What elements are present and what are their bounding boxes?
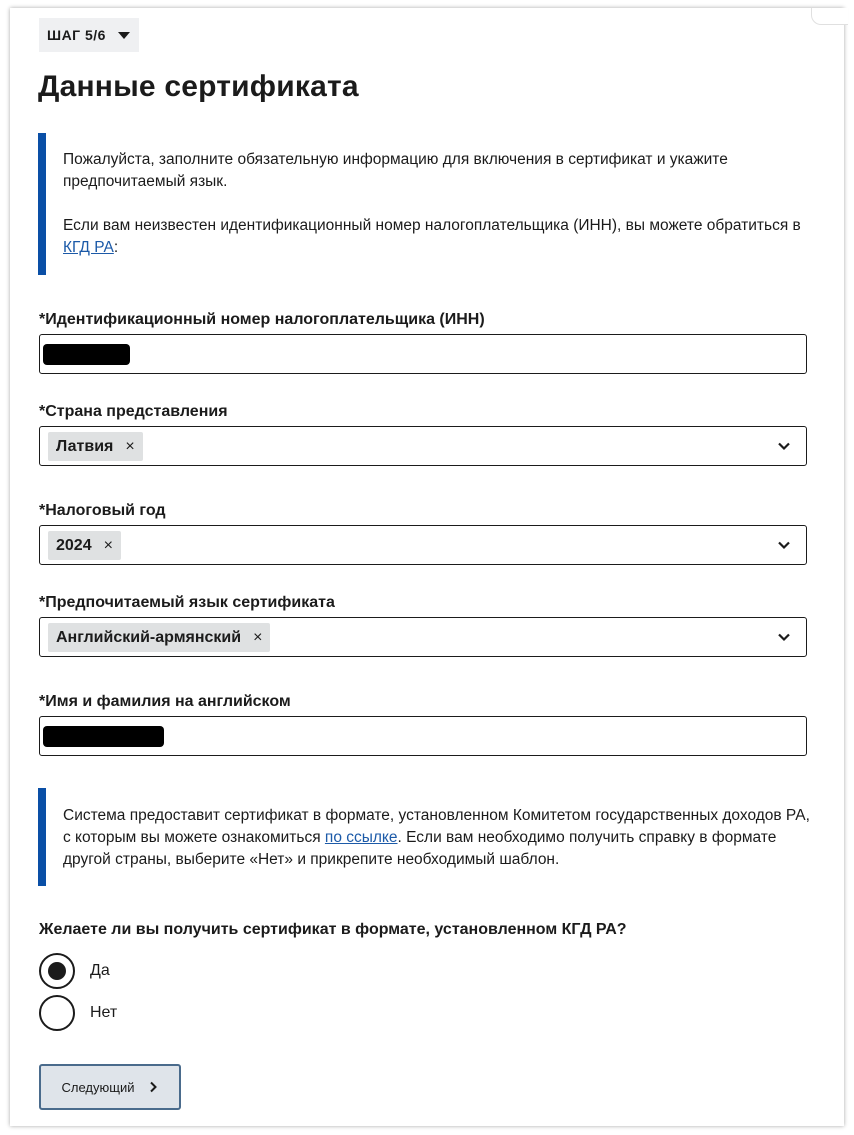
radio-button-yes[interactable] (39, 953, 75, 989)
chevron-down-icon[interactable] (777, 538, 791, 552)
redacted-value (43, 726, 164, 747)
format-question: Желаете ли вы получить сертификат в формате, установленном КГД РА? (39, 921, 627, 938)
chip-label: Английский-армянский (56, 628, 242, 646)
chip-remove-icon[interactable]: × (103, 536, 113, 554)
next-button[interactable] (39, 1064, 181, 1110)
tax-year-chip (48, 531, 121, 560)
next-button-label: Следующий (61, 1079, 135, 1095)
info-notice (38, 788, 828, 886)
intro-paragraph-1: Пожалуйста, заполните обязательную информацию для включения в сертификат и укажите предпочитаемый язык. (63, 151, 728, 190)
chip-remove-icon[interactable]: × (125, 437, 135, 455)
name-input[interactable] (39, 716, 807, 756)
step-indicator[interactable] (39, 18, 139, 52)
inn-label: *Идентификационный номер налогоплательщика (ИНН) (39, 311, 485, 328)
chip-remove-icon[interactable]: × (253, 628, 263, 646)
country-chip (48, 432, 143, 461)
chip-label: Латвия (56, 437, 114, 455)
language-label: *Предпочитаемый язык сертификата (39, 594, 335, 611)
name-label: *Имя и фамилия на английском (39, 693, 291, 710)
info-paragraph: Система предоставит сертификат в формате, установленном Комитетом государственных доходов РА, с которым вы можете ознакомиться по ссылке. Если вам необходимо получить справку в формате другой страны, выберите «Нет» и прикрепите необходимый шаблон. (63, 807, 810, 868)
kgd-link[interactable]: КГД РА (63, 239, 114, 256)
country-select[interactable] (39, 426, 807, 466)
intro-notice (38, 133, 817, 275)
radio-button-no[interactable] (39, 995, 75, 1031)
language-select[interactable] (39, 617, 807, 657)
caret-down-icon (118, 32, 130, 39)
chevron-down-icon[interactable] (777, 630, 791, 644)
radio-option-no[interactable] (39, 995, 117, 1031)
tax-year-select[interactable] (39, 525, 807, 565)
page-frame (10, 8, 844, 1126)
radio-selected-dot (48, 962, 66, 980)
format-link[interactable]: по ссылке (324, 829, 398, 846)
intro-paragraph-2: Если вам неизвестен идентификационный номер налогоплательщика (ИНН), вы можете обратиться в КГД РА: (63, 217, 801, 256)
country-label: *Страна представления (39, 403, 228, 420)
redacted-value (43, 344, 130, 365)
step-label: ШАГ 5/6 (47, 27, 106, 43)
radio-option-yes[interactable] (39, 953, 110, 989)
radio-label-yes: Да (90, 962, 110, 979)
tax-year-label: *Налоговый год (39, 502, 166, 519)
window-corner (811, 8, 848, 25)
chevron-right-icon (148, 1081, 158, 1093)
chip-label: 2024 (56, 536, 92, 554)
chevron-down-icon[interactable] (777, 439, 791, 453)
page-title: Данные сертификата (38, 70, 359, 103)
radio-label-no: Нет (90, 1004, 118, 1021)
inn-input[interactable] (39, 334, 807, 374)
language-chip (48, 623, 270, 652)
